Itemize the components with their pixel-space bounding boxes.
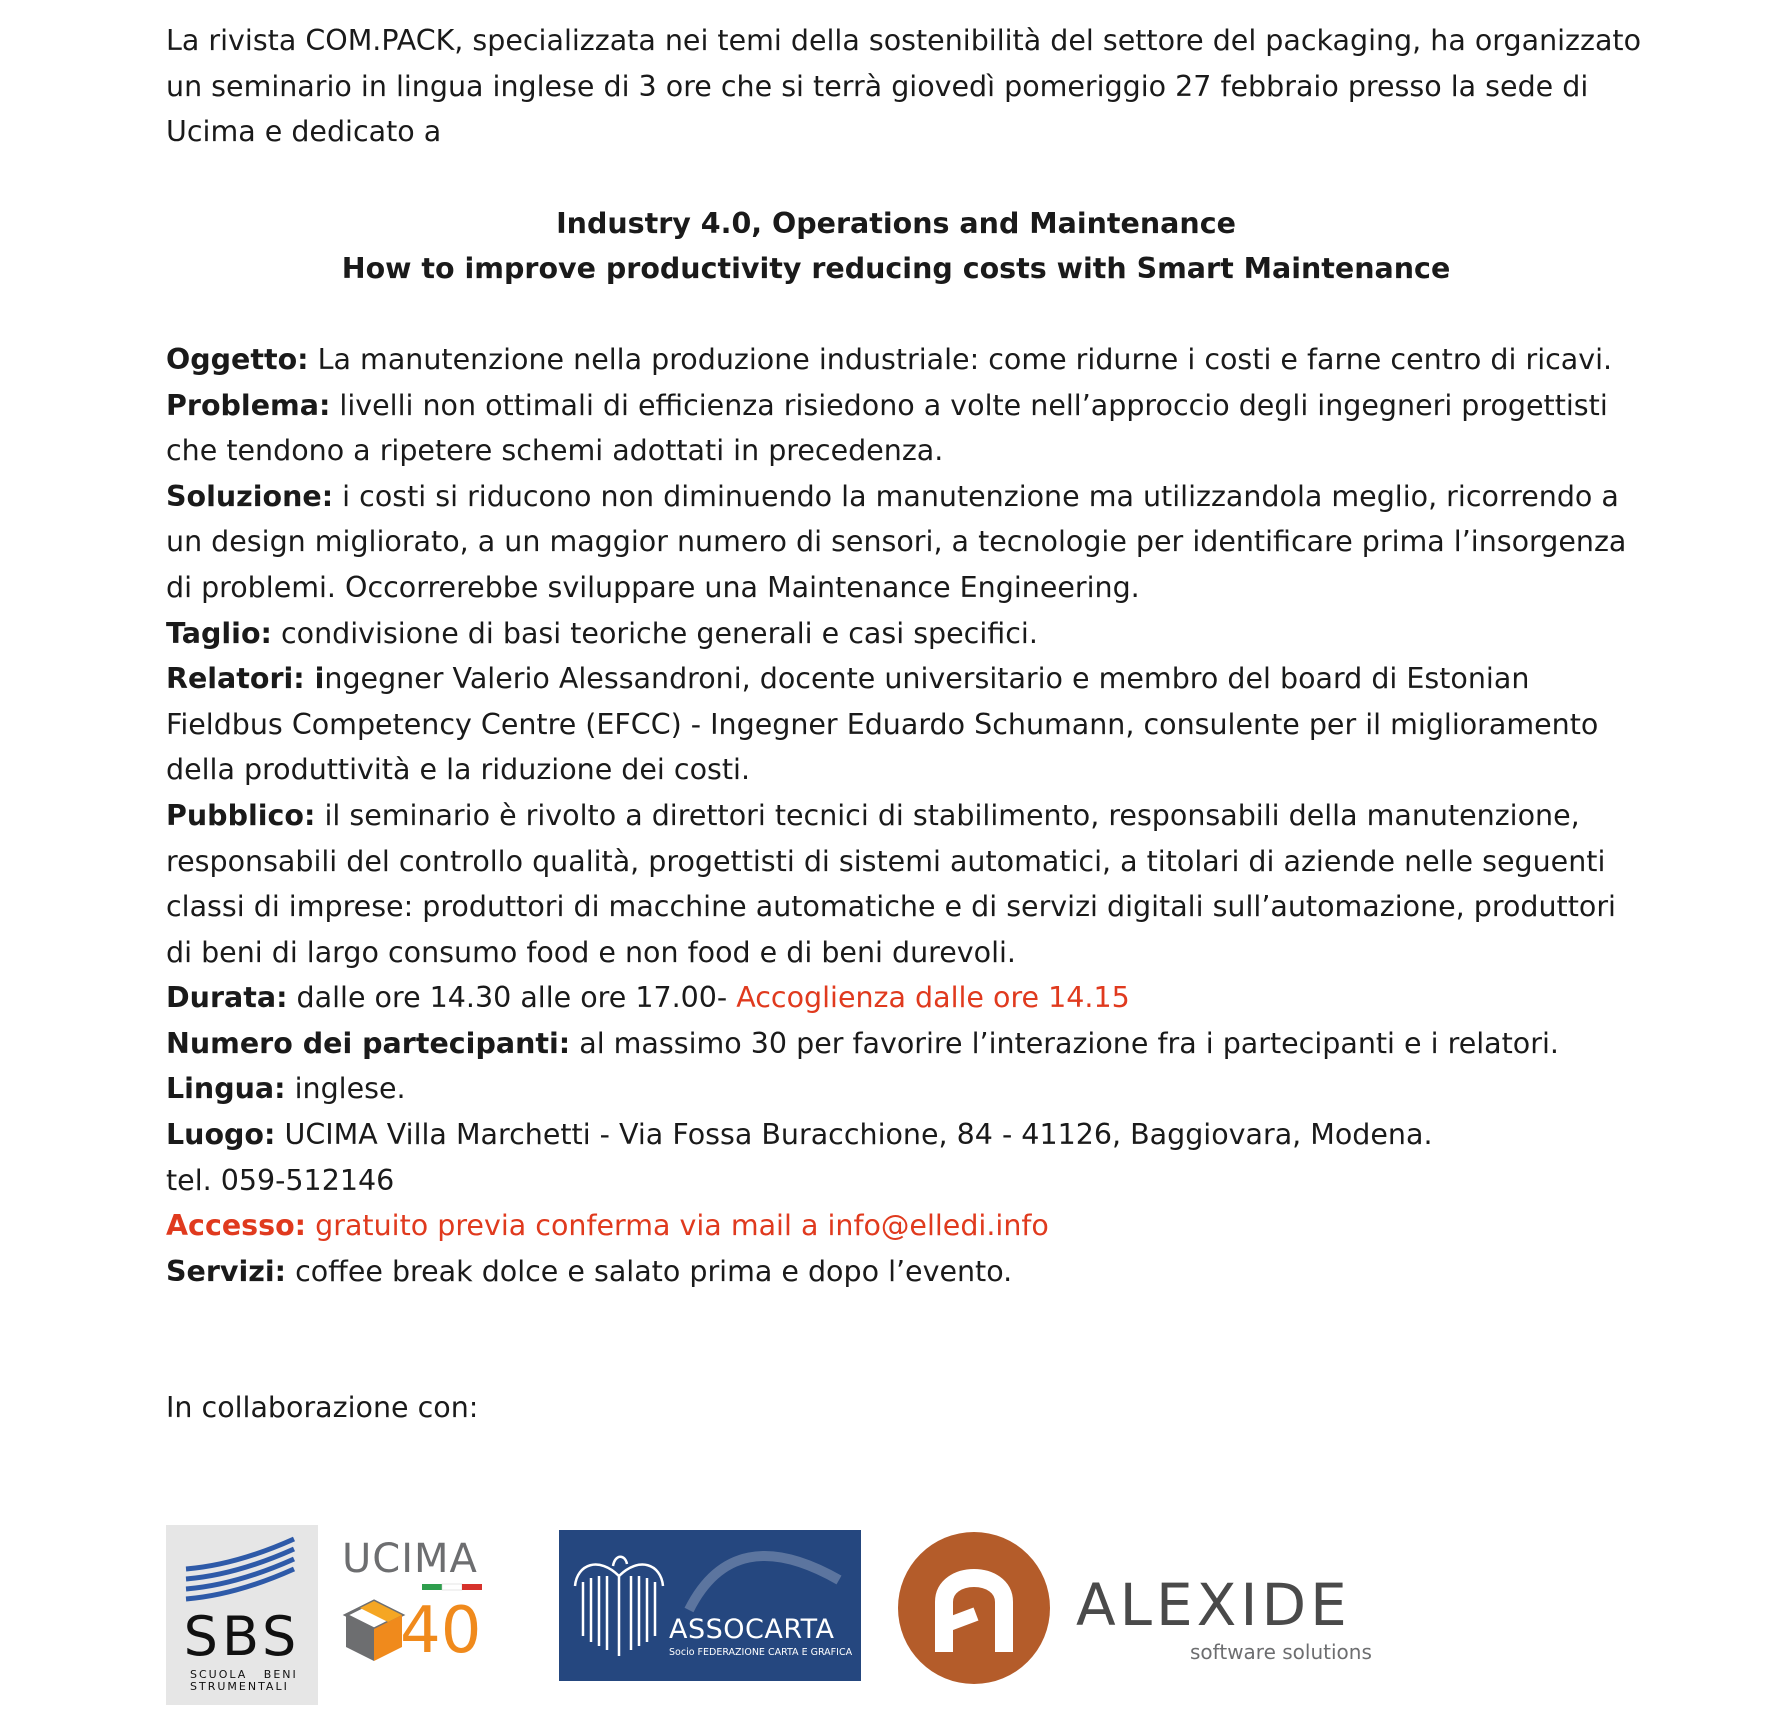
durata-highlight: Accoglienza dalle ore 14.15 bbox=[736, 981, 1130, 1015]
taglio-label: Taglio: bbox=[166, 616, 272, 650]
seminar-title: Industry 4.0, Operations and Maintenance bbox=[556, 206, 1236, 240]
seminar-subtitle: How to improve productivity reducing costs with Smart Maintenance bbox=[341, 252, 1451, 286]
document-body bbox=[166, 18, 1646, 1431]
taglio-item bbox=[166, 611, 1646, 657]
alexide-logo bbox=[896, 1530, 1406, 1690]
partner-logos bbox=[166, 1525, 1406, 1705]
soluzione-text: i costi si riducono non diminuendo la manutenzione ma utilizzandola meglio, ricorrendo a un design migliorato, a un maggior numero di sensori, a tecnologie per identificare prima l’insorgenza di problemi. Occorrerebbe sviluppare una Maintenance Engineering. bbox=[166, 479, 1627, 604]
relatori-label: Relatori: i bbox=[166, 662, 325, 696]
ucima-number: 40 bbox=[400, 1594, 482, 1668]
pubblico-label: Pubblico: bbox=[166, 798, 316, 832]
sbs-line2: STRUMENTALI bbox=[190, 1680, 289, 1693]
servizi-text: coffee break dolce e salato prima e dopo l’evento. bbox=[286, 1254, 1013, 1288]
servizi-label: Servizi: bbox=[166, 1254, 287, 1288]
numero-label: Numero dei partecipanti: bbox=[166, 1026, 571, 1060]
taglio-text: condivisione di basi teoriche generali e casi specifici. bbox=[271, 616, 1038, 650]
servizi-item bbox=[166, 1249, 1646, 1295]
alexide-tagline: software solutions bbox=[1190, 1640, 1372, 1664]
pubblico-item bbox=[166, 793, 1646, 975]
pubblico-text: il seminario è rivolto a direttori tecnici di stabilimento, responsabili della manutenzione, responsabili del controllo qualità, progettisti di sistemi automatici, a titolari di aziende nelle seguenti classi di imprese: produttori di macchine automatiche e di servizi digitali sull’automazione, produttori di beni di largo consumo food e non food e di beni durevoli. bbox=[166, 798, 1616, 969]
relatori-item bbox=[166, 656, 1646, 793]
lingua-item bbox=[166, 1066, 1646, 1112]
problema-item bbox=[166, 383, 1646, 474]
oggetto-item bbox=[166, 337, 1646, 383]
durata-text: dalle ore 14.30 alle ore 17.00- bbox=[287, 981, 737, 1015]
lingua-label: Lingua: bbox=[166, 1072, 286, 1106]
durata-item bbox=[166, 975, 1646, 1021]
accesso-item bbox=[166, 1203, 1646, 1249]
assocarta-logo bbox=[559, 1530, 861, 1681]
sbs-logo bbox=[166, 1525, 318, 1705]
luogo-label: Luogo: bbox=[166, 1118, 276, 1152]
eagle-icon bbox=[569, 1546, 669, 1666]
problema-label: Problema: bbox=[166, 388, 331, 422]
luogo-text: UCIMA Villa Marchetti - Via Fossa Buracchione, 84 - 41126, Baggiovara, Modena. bbox=[275, 1118, 1433, 1152]
luogo-tel: tel. 059-512146 bbox=[166, 1163, 395, 1197]
alexide-symbol-icon bbox=[896, 1530, 1052, 1686]
ucima-logo bbox=[342, 1537, 492, 1687]
intro-paragraph: La rivista COM.PACK, specializzata nei temi della sostenibilità del settore del packaging, ha organizzato un seminario in lingua inglese di 3 ore che si terrà giovedì pomeriggio 27 febbraio presso la sede di Ucima e dedicato a bbox=[166, 24, 1642, 149]
luogo-item bbox=[166, 1112, 1646, 1158]
assocarta-tagline: Socio FEDERAZIONE CARTA E GRAFICA bbox=[669, 1647, 853, 1658]
soluzione-item bbox=[166, 474, 1646, 611]
collaboration-heading: In collaborazione con: bbox=[166, 1391, 479, 1425]
problema-text: livelli non ottimali di efficienza risiedono a volte nell’approccio degli ingegneri progettisti che tendono a ripetere schemi adottati in precedenza. bbox=[166, 388, 1608, 468]
ucima-name: UCIMA bbox=[342, 1536, 478, 1582]
accesso-label: Accesso: bbox=[166, 1209, 307, 1243]
ucima-cube-icon bbox=[342, 1597, 406, 1667]
accesso-text: gratuito previa conferma via mail a info@elledi.info bbox=[306, 1209, 1049, 1243]
soluzione-label: Soluzione: bbox=[166, 479, 334, 513]
assocarta-swoosh-icon bbox=[679, 1540, 849, 1620]
sbs-main: SBS bbox=[183, 1605, 301, 1668]
alexide-name: ALEXIDE bbox=[1076, 1571, 1351, 1639]
relatori-text: ngegner Valerio Alessandroni, docente universitario e membro del board di Estonian Fieldbus Competency Centre (EFCC) - Ingegner Eduardo Schumann, consulente per il miglioramento della produttività e la riduzione dei costi. bbox=[166, 662, 1599, 787]
lingua-text: inglese. bbox=[285, 1072, 406, 1106]
numero-item bbox=[166, 1021, 1646, 1067]
sbs-line1: SCUOLA BENI bbox=[190, 1668, 298, 1681]
assocarta-name: ASSOCARTA bbox=[669, 1614, 835, 1645]
oggetto-text: La manutenzione nella produzione industriale: come ridurne i costi e farne centro di ricavi. bbox=[308, 342, 1613, 376]
durata-label: Durata: bbox=[166, 981, 288, 1015]
numero-text: al massimo 30 per favorire l’interazione fra i partecipanti e i relatori. bbox=[570, 1026, 1559, 1060]
ucima-flag-icon bbox=[342, 1581, 492, 1593]
oggetto-label: Oggetto: bbox=[166, 342, 309, 376]
